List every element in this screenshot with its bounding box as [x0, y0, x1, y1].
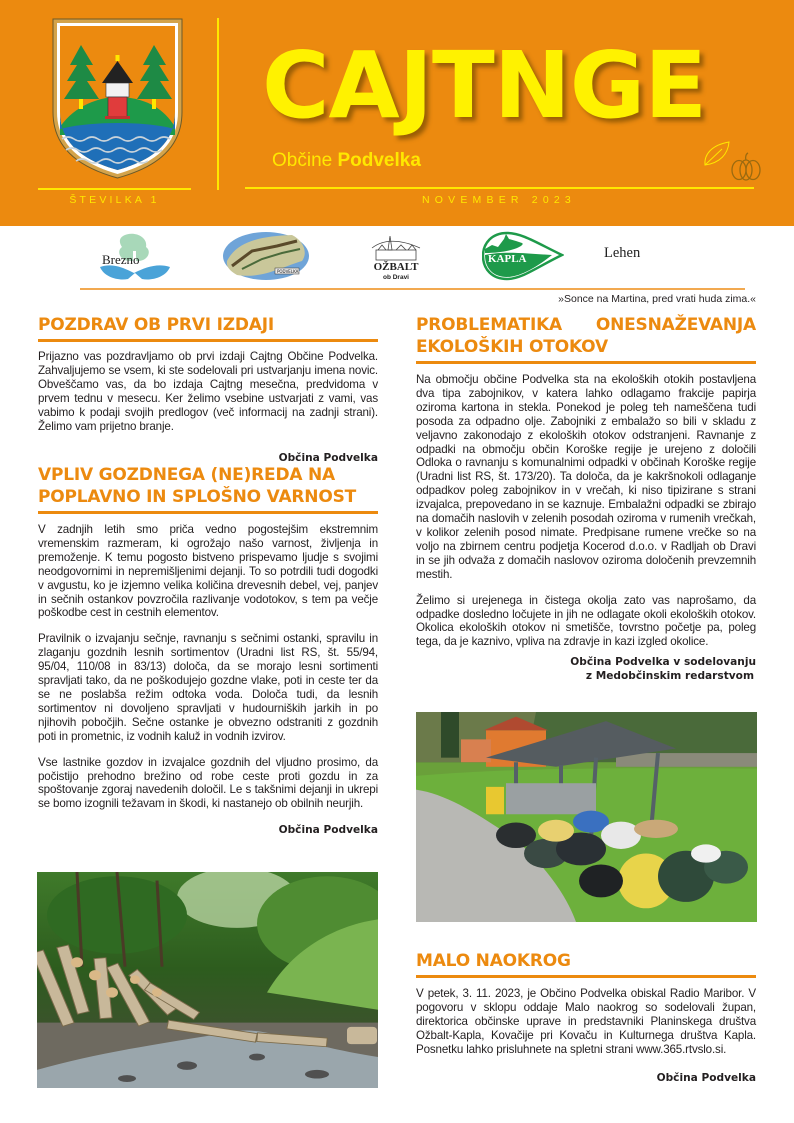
article-paragraph: Pravilnik o izvajanju sečnje, ravnanju s sečnimi ostanki, spravilu in zlaganju gozdnih lesnih sortimentov (Uradni list RS, št. 55/94, 95/04, 110/08 in 83/13) določa, da se morajo lesni sortimenti spravljati tako, da ne poškodujejo gozdne vlake, poti in ceste ter da se ne poslabša režim odtoka voda. Določa tudi, da lesnih sortimentov ni dovoljeno spravljati v hudourniških jarkih in po njihovih pobočjih. Sečne ostanke je obvezno odstraniti z gozdnih poti in prometnic, iz vodnih kaluž in vodnih izvirov.	[38, 632, 378, 743]
logs-in-stream-photo	[37, 872, 378, 1088]
pumpkin-icon	[728, 152, 764, 182]
logo-strip-rule	[80, 288, 745, 290]
issue-number: ŠTEVILKA 1	[69, 194, 160, 206]
article-title: PROBLEMATIKA ONESNAŽEVANJA EKOLOŠKIH OTOKOV	[416, 314, 756, 364]
subtitle-municipality: Podvelka	[337, 150, 421, 171]
article-body	[416, 987, 756, 1057]
article-paragraph: Prijazno vas pozdravljamo ob prvi izdaji Cajtng Občine Podvelka. Zahvaljujemo se vsem, ki ste sodelovali pri ustvarjanju imena novic. Obveščamo vas, da bo izdaja Cajtng mesečna, predvidoma v prvem tednu v mesecu. Ker želimo vsebine ustvarjati z vami, vas vabimo k podaji svojih predlogov (več informacij na zadnji strani). Želimo vam prijetno branje.	[38, 350, 378, 433]
podvelka-map-logo	[222, 231, 310, 281]
brezno-logo	[100, 233, 170, 281]
article-body	[38, 523, 378, 811]
newsletter-subtitle	[272, 150, 421, 172]
article-body	[416, 373, 756, 649]
lehen-logo: Lehen	[604, 245, 641, 261]
article-paragraph: Vse lastnike gozdov in izvajalce gozdnih del vljudno prosimo, da počistijo prehodno brežino od robe ceste proti gozdu in za spoštovanje zgoraj navedenih določil. Le s takšnimi dejanji in ukrepi se bomo izognili težavam in škodi, ki nastanejo ob obilnih neurjih.	[38, 755, 378, 811]
ozbalt-label: OŽBALT	[373, 261, 419, 273]
article-signature: Občina Podvelka	[278, 452, 378, 465]
article-paragraph: Želimo si urejenega in čistega okolja zato vas naprošamo, da odpadke dosledno ločujete in jih ne odlagate okoli ekoloških otokov. Okolica ekoloških otokov ni smetišče, tovrstno početje pa, poleg tega, da je kaznivo, vpliva na zdravje in kazi izgled okolice.	[416, 593, 756, 649]
article-paragraph: V zadnjih letih smo priča vedno pogostejšim ekstremnim vremenskim razmeram, ki ogrožajo našo varnost, življenja in premoženje. K temu pogosto bistveno prispevamo ljudje s svojimi neodgovornimi in nepremišljenimi dejanji. To so potrdili tudi dogodki v avgustu, ko je izjemno velika količina drevesnih debel, vej, panjev in sečnih ostankov povzročila razlivanje vodotokov, s tem pa večje poškodbe cest in cestnih elementov.	[38, 523, 378, 620]
article-body	[38, 350, 378, 433]
article-greeting	[38, 314, 378, 465]
article-malo-naokrog	[416, 950, 756, 1085]
kapla-logo	[482, 231, 564, 281]
article-paragraph: Na območju občine Podvelka sta na ekoloških otokih postavljena dva tipa zabojnikov, v katera lahko odlagamo frakcije papirja oziroma kartona in stekla. Ponekod je poleg teh nameščena tudi posoda za odpadno olje. Zabojniki z embalažo so bili v skladu z veljavno zakonodajo z ekoloških otokov odstranjeni. Ravnanje z odpadki na območju občin Koroške regije je urejeno z določili Odloka o ravnanju s komunalnimi odpadki v občinah Koroške regije (Uradni list RS, št. 173/20). Ta določa, da je kakršnokoli odlaganje odpadkov poleg zabojnikov in v vrečah, ki niso tipizirane s strani izvajalca, prepovedano in se kaznuje. Embalažni odpadki se zbirajo na domačih naslovih v zelenih posodah oziroma v rumenih vrečkah, v kolikor zelenih posod nimate. Predpisane rumene vrečke so na voljo na zbirnem centru podjetja Kocerod d.o.o. v Radljah ob Dravi in se jih odvaža z domačih naslovov oziroma določenih prevzemnih mestih.	[416, 373, 756, 581]
ozbalt-logo	[368, 232, 424, 282]
header-vertical-rule	[217, 18, 219, 190]
header-rule-right	[245, 187, 754, 189]
article-signature: Občina Podvelka	[656, 1071, 756, 1084]
waste-island-photo	[416, 712, 757, 922]
ozbalt-sublabel: ob Dravi	[382, 274, 410, 281]
podvelka-map-label: PODVELKA	[277, 269, 299, 274]
header-rule-left	[38, 188, 191, 190]
signature-line: Občina Podvelka v sodelovanju	[570, 656, 756, 669]
brezno-label: Brezno	[102, 252, 140, 267]
article-title: POZDRAV OB PRVI IZDAJI	[38, 314, 378, 342]
article-eco-islands	[416, 314, 756, 683]
coat-of-arms-icon	[50, 17, 185, 180]
article-title: MALO NAOKROG	[416, 950, 756, 978]
newsletter-title: CAJTNGE	[262, 32, 707, 139]
article-signature: Občina Podvelka	[278, 824, 378, 837]
article-paragraph: V petek, 3. 11. 2023, je Občino Podvelka obiskal Radio Maribor. V pogovoru v sklopu oddaje Malo naokrog so sodelovali župan, direktorica občinske uprave in predstavniki Planinskega društva Ožbalt-Kapla, Kovačije pri Kovaču in Kulturnega društva Kapla. Posnetku lahko prisluhnete na spletni strani www.365.rtvslo.si.	[416, 987, 756, 1056]
subtitle-prefix: Občine	[272, 150, 333, 171]
village-logos-strip	[0, 226, 794, 288]
signature-line: z Medobčinskim redarstvom	[585, 670, 754, 683]
article-signature	[416, 655, 756, 683]
issue-date: NOVEMBER 2023	[422, 194, 576, 206]
article-forest	[38, 464, 378, 837]
masthead	[0, 0, 794, 226]
kapla-label: KAPLA	[488, 253, 527, 265]
article-title: VPLIV GOZDNEGA (NE)REDA NA POPLAVNO IN SPLOŠNO VARNOST	[38, 464, 378, 514]
motto-quote: »Sonce na Martina, pred vrati huda zima.«	[558, 293, 756, 305]
